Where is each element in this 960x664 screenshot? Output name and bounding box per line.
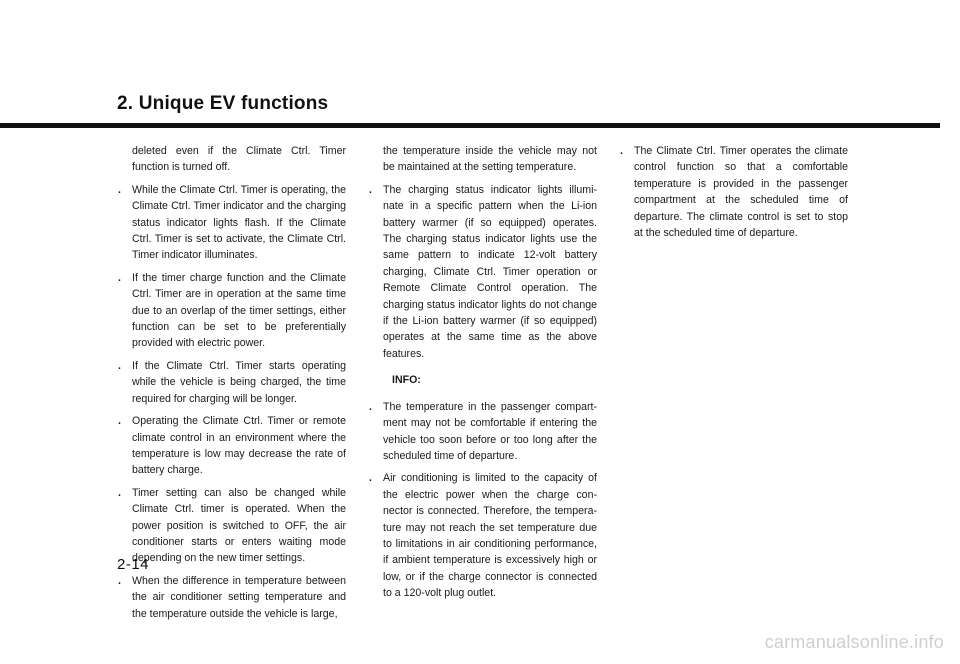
list-item-text: The Climate Ctrl. Timer operates the climate control function so that a comfortable temperature is provided in the passenger compartment at the scheduled time of departure. The climate control is set to stop at the scheduled time of departure. (634, 145, 848, 240)
list-item-text: While the Climate Ctrl. Timer is operating, the Climate Ctrl. Timer indicator and the charging status indicator lights flash. If the Climate Ctrl. Timer is set to activate, the Climate Ctrl. Timer indicator illuminates. (132, 183, 346, 262)
list-item (117, 182, 346, 264)
section-title: 2. Unique EV functions (117, 93, 329, 114)
bullet-marker: . (118, 183, 121, 196)
page-number: 2-14 (117, 556, 150, 573)
text-column-3 (619, 143, 848, 247)
bullet-marker: . (118, 574, 121, 587)
bullet-list (117, 182, 346, 622)
list-item-text: Operating the Climate Ctrl. Timer or remote climate control in an environment where the temperature is low may decrease the rate of battery charge. (132, 415, 346, 477)
info-bullet-list (368, 399, 597, 602)
continuation-paragraph: deleted even if the Climate Ctrl. Timer function is turned off. (132, 145, 346, 174)
bullet-marker: . (620, 145, 623, 157)
watermark: carmanualsonline.info (764, 632, 944, 652)
bullet-marker: . (118, 359, 121, 372)
list-item-text: When the difference in temperature between the air conditioner setting temperature and the temperature outside the vehicle is large, (132, 574, 346, 620)
list-item (368, 399, 597, 465)
bullet-list (619, 143, 848, 241)
list-item (117, 270, 346, 352)
bullet-list (368, 182, 597, 362)
info-heading: INFO: (392, 374, 421, 387)
bullet-marker: . (118, 415, 121, 428)
bullet-marker: . (118, 271, 121, 284)
list-item (117, 358, 346, 407)
bullet-marker: . (118, 486, 121, 499)
bullet-marker: . (369, 400, 372, 413)
bullet-marker: . (369, 472, 372, 485)
list-item (117, 485, 346, 567)
list-item (117, 413, 346, 479)
list-item (368, 470, 597, 601)
list-item-text: Air conditioning is limited to the capacity of the electric power when the charge con-nector is connected. Therefore, the tempera-ture may not reach the set temperature due to limitations in air conditioning performance, if ambient temperature is excessively high or low, or if the charge connector is connected to a 120-volt plug outlet. (383, 472, 597, 600)
list-item-text: If the timer charge function and the Climate Ctrl. Timer are in operation at the same time due to an overlap of the timer settings, either function can be set to be preferentially provided with electric power. (132, 271, 346, 350)
list-item-text: If the Climate Ctrl. Timer starts operating while the vehicle is being charged, the time required for charging will be longer. (132, 359, 346, 405)
text-column-1 (117, 143, 346, 628)
continuation-paragraph: the temperature inside the vehicle may not be maintained at the setting temperature. (383, 145, 597, 174)
list-item (619, 143, 848, 241)
header-divider (0, 123, 940, 128)
list-item-text: Timer setting can also be changed while Climate Ctrl. timer is operated. When the power position is switched to OFF, the air conditioner starts or enters waiting mode depending on the new timer settings. (132, 486, 346, 565)
list-item (368, 182, 597, 362)
list-item-text: The charging status indicator lights illumi-nate in a specific pattern when the Li-ion battery warmer (if so equipped) operates. The charging status indicator lights use the same pattern to indicate 12-volt battery charging, Climate Ctrl. Timer operation or Remote Climate Control operation. The charging status indicator lights do not change if the Li-ion battery warmer (if so equipped) operates at the same time as the above features. (383, 183, 597, 360)
text-column-2 (368, 143, 597, 608)
bullet-marker: . (369, 183, 372, 196)
list-item-text: The temperature in the passenger compart-ment may not be comfortable if entering the vehicle too soon before or too long after the scheduled time of departure. (383, 400, 597, 462)
list-item (117, 573, 346, 622)
